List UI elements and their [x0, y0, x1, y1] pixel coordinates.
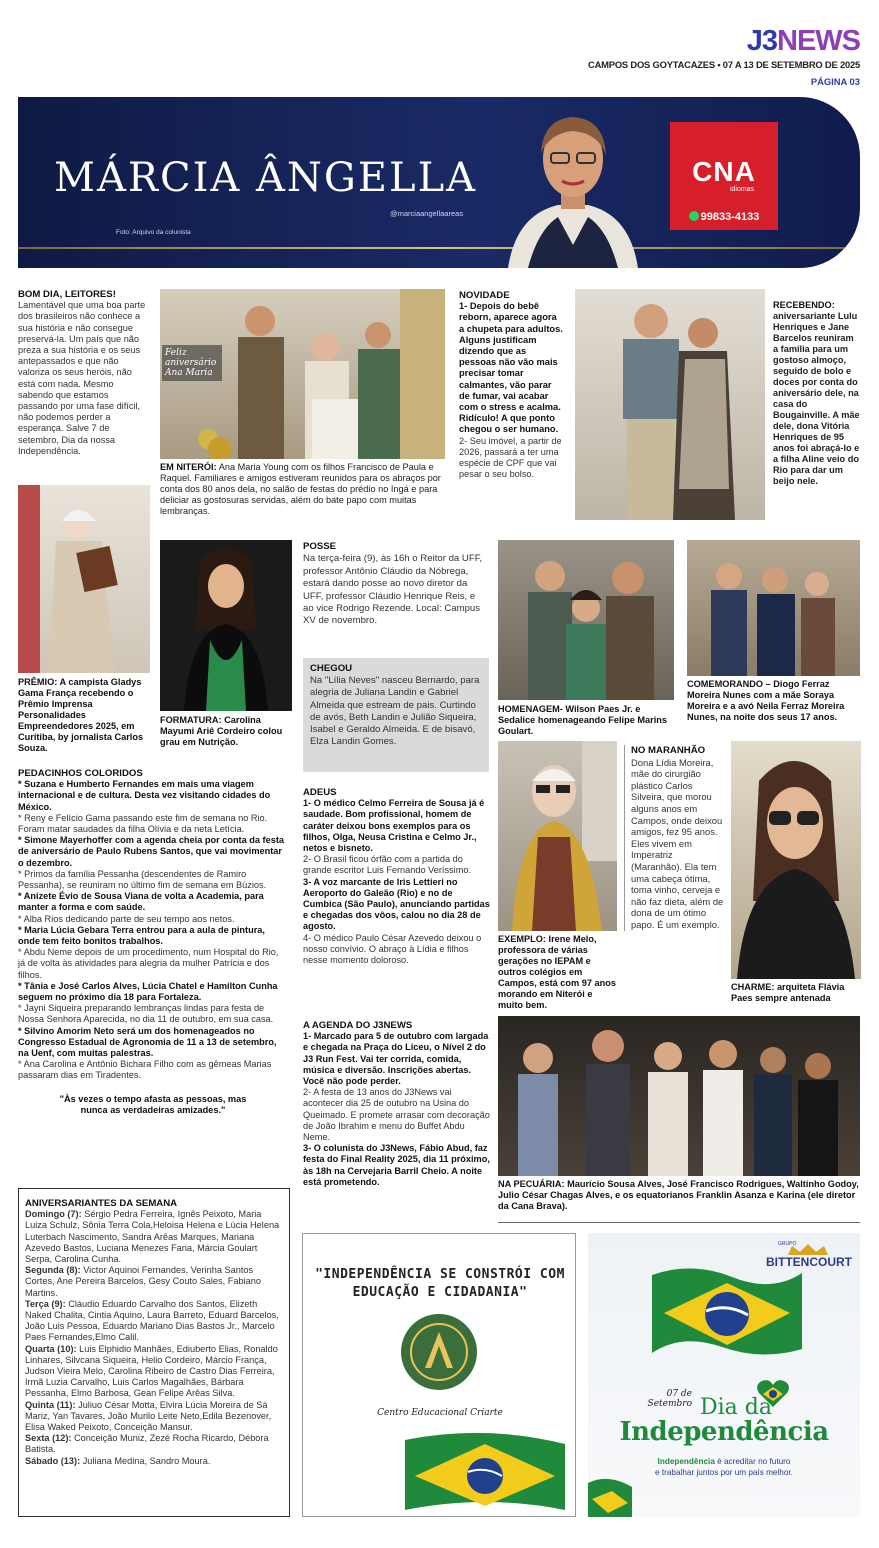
caption-exemplo: [498, 934, 618, 1011]
bom-dia-title: BOM DIA, LEITORES!: [18, 289, 116, 300]
tagline-bold: Independência: [657, 1457, 715, 1466]
day-names: Conceição Muniz, Zezé Rocha Ricardo, Débora Batista.: [25, 1433, 269, 1455]
day-names: Victor Aquinoi Fernandes, Verinha Santos Cortes, Ane Pereira Barcelos, Gesy Couto Sales, Fabiano Martins.: [25, 1265, 261, 1298]
cake-topper-text: Feliz aniversário Ana Maria: [162, 345, 222, 381]
dateline: CAMPOS DOS GOYTACAZES • 07 A 13 DE SETEMBRO DE 2025: [588, 59, 860, 70]
column-banner: [18, 97, 860, 268]
bittencourt-brand: BITTENCOURT: [766, 1255, 852, 1269]
pedacinhos-item: * Maria Lúcia Gebara Terra entrou para a aula de pintura, onde tem feito bonitos trabalhos.: [18, 924, 265, 947]
pedacinhos-item: * Anizete Évio de Sousa Viana de volta a Academia, para manter a forma e com saúde.: [18, 891, 264, 913]
caption-comemorando: [687, 679, 862, 723]
adeus-item: 1- O médico Celmo Ferreira de Sousa já é saudade. Bom profissional, homem de caráter deixou bons exemplos para os filhos, Olga, Neusa Cristina e Celmo Jr., netos e bisneto.: [303, 798, 485, 854]
flag-waving-icon: [652, 1261, 802, 1361]
caption-formatura-lead: FORMATURA:: [160, 715, 222, 725]
caption-homenagem-text: Wilson Paes Jr. e Sedalice homenageando Felipe Marins Goulart.: [498, 704, 667, 736]
day-names: Juliana Medina, Sandro Moura.: [80, 1455, 211, 1466]
aniversariantes-box: [18, 1188, 290, 1517]
caption-exemplo-text: Irene Melo, professora de várias gerações no IEPAM e outros colégios em Campos, está com 97 anos morando em Niterói e muito bem.: [498, 934, 616, 1010]
aniversariantes-day: [25, 1344, 283, 1400]
adeus-item: 4- O médico Paulo César Azevedo deixou o nosso convívio. O abraço à Lídia e filhos nesse momento doloroso.: [303, 932, 482, 966]
pedacinhos-item: * Silvino Amorim Neto será um dos homenageados no Congresso Estadual de Agronomia de 11 a 13 de setembro, na Uenf, com muitas palestras.: [18, 1025, 277, 1059]
banner-gold-line: [18, 247, 860, 249]
date-line1: 07 de: [666, 1389, 692, 1399]
adeus-section: [303, 787, 490, 966]
pedacinhos-item: * Suzana e Humberto Fernandes em mais uma viagem internacional e de cultura. Desta vez visitando cidades do México.: [18, 779, 271, 812]
j3news-logo[interactable]: [747, 26, 860, 56]
flag-corner-icon: [588, 1473, 632, 1517]
day-names: Luis Elphidio Manhães, Ediuberto Elias, Ronaldo Linhares, Silvcana Siqueira, Helio Cordeiro, Márcio França, Judson Vieira Melo, Carolina Ribeiro de Castro Dias Ferreira, Irmã Luzia Carvalho, Luis Carlos Magalhães, Bárbara Pessanha, Elmo Barbosa, Gean Felipe Arêas Silva.: [25, 1343, 278, 1399]
pedacinhos-item: * Ana Carolina e Antônio Bichara Filho com as gêmeas Marias passaram dias em Tiradentes.: [18, 1059, 272, 1081]
photo-credit: Foto: Arquivo da colunista: [116, 229, 191, 236]
posse-title: POSSE: [303, 541, 337, 552]
caption-recebendo-lead: RECEBENDO:: [773, 300, 835, 310]
chegou-box: [303, 658, 489, 772]
bom-dia-text: Lamentável que uma boa parte dos brasileiros não conhece a sua história e não consegue preservá-la. Um país que não preza a sua história e os seus antepassados e que não valoriza os seus heróis, não está com nada. Mesmo sabendo que estamos passando por uma fase difícil, não podemos perder a esperança. Salve 7 de setembro, Dia da nossa Independência.: [18, 300, 146, 456]
agenda-item: 2- A festa de 13 anos do J3News vai acontecer dia 25 de outubro na Usina do Queimado. E promete arrasar com decoração de João Ibrahim e menu do Buffet Abdu Neme.: [303, 1087, 490, 1143]
pedacinhos-item: * Reny e Felício Gama passando este fim de semana no Rio. Foram matar saudades da filha Olívia e da neta Letícia.: [18, 812, 268, 835]
bom-dia-section: [18, 289, 150, 457]
agenda-item: 1- Marcado para 5 de outubro com largada e chegada na Praça do Liceu, o Nível 2 do J3 Run Fest. Vai ter corrida, comida, música e diversão. Inscrições abertas. Você não pode perder.: [303, 1031, 489, 1087]
bittencourt-brand-top: GRUPO: [778, 1241, 797, 1247]
columnist-portrait: [498, 105, 648, 268]
caption-homenagem-lead: HOMENAGEM-: [498, 704, 563, 714]
agenda-section: [303, 1020, 490, 1188]
day-label: Segunda (8):: [25, 1265, 81, 1276]
maranhao-title: NO MARANHÃO: [631, 745, 706, 756]
caption-comemorando-lead: COMEMORANDO: [687, 679, 764, 689]
caption-comemorando-text: – Diogo Ferraz Moreira Nunes com a mãe Soraya Moreira e a avó Neila Ferraz Moreira Nunes, na noite dos seus 17 anos.: [687, 679, 845, 722]
novidade-title: NOVIDADE: [459, 290, 510, 301]
columnist-name: MÁRCIA ÂNGELLA: [54, 155, 478, 201]
cna-sub: idiomas: [729, 186, 755, 193]
pedacinhos-item: * Jayni Siqueira preparando lembranças lindas para festa de Nossa Senhora Aparecida, no dia 11 de outubro, em sua casa.: [18, 1003, 274, 1025]
day-label: Quarta (10):: [25, 1343, 77, 1354]
cna-logo: CNA: [692, 156, 756, 187]
whatsapp-icon: [689, 211, 699, 221]
aniversariantes-day: [25, 1433, 283, 1455]
caption-homenagem: [498, 704, 678, 737]
day-label: Quinta (11):: [25, 1399, 76, 1410]
caption-niteroi: [160, 462, 445, 517]
pedacinhos-list: [18, 779, 288, 1081]
photo-homenagem: [498, 540, 674, 700]
date-line2: Setembro: [647, 1399, 692, 1409]
day-label: Domingo (7):: [25, 1209, 82, 1220]
caption-premio: [18, 677, 150, 754]
pedacinhos-title: PEDACINHOS COLORIDOS: [18, 768, 143, 779]
novidade-item-2: 2- Seu imóvel, a partir de 2026, passará a ter uma espécie de CPF que vai pesar o seu bolso.: [459, 435, 562, 480]
page-number: PÁGINA 03: [810, 76, 860, 87]
photo-recebendo: [575, 289, 765, 520]
caption-recebendo: [773, 300, 861, 487]
posse-text: Na terça-feira (9), às 16h o Reitor da UFF, professor Antônio Cláudio da Nóbrega, estará dando posse ao novo diretor da UFF, professor Cláudio Henrique Reis, e ao vice Rodrigo Rezende. Local: Campus XV de novembro.: [303, 553, 483, 627]
caption-pecuaria-lead: NA PECUÁRIA:: [498, 1179, 565, 1189]
pedacinhos-item: * Primos da família Pessanha (descendentes de Ramiro Pessanha), se reuniram no último fim de semana em Búzios.: [18, 868, 267, 891]
caption-charme-text: arquiteta Flávia Paes sempre antenada: [731, 982, 845, 1003]
photo-premio: [18, 485, 150, 673]
tagline-rest: é acreditar no futuro: [714, 1457, 791, 1466]
day-names: Cláudio Eduardo Carvalho dos Santos, Elizeth Naked Chalita, Cintia Aquino, Laura Barreto, Eduard Barcelos, João Luis Pessoa, Eduardo Mariano Dias Bastos Jr., Marcelo Paes Fernandes,Elmo Calil.: [25, 1298, 279, 1343]
dia-da-title: Dia da: [700, 1395, 772, 1420]
ad-criarte[interactable]: [302, 1233, 576, 1517]
pedacinhos-item: * Tânia e José Carlos Alves, Lúcia Chatel e Hamilton Cunha seguem no próximo dia 18 para Fortaleza.: [18, 980, 278, 1003]
photo-pecuaria: [498, 1016, 860, 1176]
adeus-item: 2- O Brasil ficou órfão com a partida do grande escritor Luis Fernando Veríssimo.: [303, 854, 472, 876]
caption-niteroi-text: Ana Maria Young com os filhos Francisco de Paula e Raquel. Familiares e amigos estiveram reunidos para os abraços por conta dos 80 anos dela, no salão de festas do prédio no Ingá e para deliciar as gostosuras servidas, além do bate papo com muitas lembranças.: [160, 462, 441, 516]
cna-phone-number: 99833-4133: [700, 211, 760, 223]
maranhao-text: Dona Lídia Moreira, mãe do cirurgião plástico Carlos Silveira, que morou alguns anos em Campos, onde deixou amigos, fez 95 anos. Eles vivem em Imperatriz (Maranhão). Ela tem uma cabeça ótima, toma vinho, cerveja e não faz dieta, além de dona de um ótimo papo. É um exemplo.: [631, 756, 724, 930]
pedacinhos-quote: "Às vezes o tempo afasta as pessoas, mas nunca as verdadeiras amizades.": [59, 1093, 247, 1115]
cna-ad[interactable]: [670, 122, 778, 230]
photo-exemplo: [498, 741, 617, 931]
caption-exemplo-lead: EXEMPLO:: [498, 934, 546, 944]
chegou-title: CHEGOU: [310, 663, 353, 674]
criarte-slogan: "INDEPENDÊNCIA SE CONSTRÓI COM EDUCAÇÃO E CIDADANIA": [315, 1267, 565, 1300]
brazil-flag-icon: [405, 1430, 565, 1510]
caption-pecuaria-text: Maurício Sousa Alves, José Francisco Rodrigues, Waltinho Godoy, Julio César Chagas Alves, e os equatorianos Franklin Asanza e Karina (ele diretor da Cana Brava).: [498, 1179, 859, 1211]
photo-formatura: [160, 540, 292, 711]
caption-charme: [731, 982, 861, 1004]
logo-j3: J3: [746, 25, 777, 57]
pedacinhos-item: * Abdu Neme depois de um procedimento, num Hospital do Rio, já de volta às atividades para alegria da mulher Patrícia e dos filhos.: [18, 947, 279, 980]
aniversariantes-day: [25, 1456, 283, 1467]
adeus-item: 3- A voz marcante de Iris Lettieri no Aeroporto do Galeão (Rio) e no de Cumbica (São Paulo), anunciando partidas e chegadas dos vôos, calou no dia 28 de agosto.: [303, 876, 490, 932]
cna-phone: [670, 211, 778, 223]
independencia-title: Independência: [619, 1417, 829, 1447]
novidade-item-1: 1- Depois do bebê reborn, aparece agora a chupeta para adultos. Alguns justificam dizendo que as pessoas não vão mais precisar tomar calmantes, vão parar de fumar, vai acabar com o stress e acalma. Ridículo! A que ponto chegou o ser humano.: [459, 301, 563, 435]
tagline-line2: e trabalhar juntos por um país melhor.: [655, 1467, 793, 1477]
agenda-title: A AGENDA DO J3NEWS: [303, 1020, 413, 1031]
adeus-title: ADEUS: [303, 787, 337, 798]
novidade-section: [459, 290, 563, 480]
instagram-handle[interactable]: @marciaangellaareas: [390, 209, 464, 218]
day-label: Terça (9):: [25, 1298, 66, 1309]
pedacinhos-item: * Simone Mayerhoffer com a agenda cheia por conta da festa de aniversário de Paulo Rubens Santos, que vai movimentar o dezembro.: [18, 835, 285, 868]
photo-niteroi: [160, 289, 445, 459]
agenda-item: 3- O colunista do J3News, Fábio Abud, faz festa do Final Reality 2025, dia 11 próximo, às 18h na Cervejaria Barril Cheio. A noite está prometendo.: [303, 1143, 490, 1187]
day-names: Juliuo César Motta, Elvira Lúcia Moreira de Sá Mariz, Yan Tavares, João Murilo Leite Neto,Edila Bezenover, Elisa Waked Peixoto, Conceição Mansur.: [25, 1399, 272, 1433]
caption-formatura: [160, 715, 292, 748]
posse-section: [303, 541, 488, 628]
pedacinhos-section: [18, 768, 288, 1116]
masthead: [590, 26, 860, 92]
caption-premio-text: A campista Gladys Gama França recebendo o Prêmio Imprensa Personalidades Empreendedores 2025, em Curitiba, by jornalista Carlos Souza.: [18, 677, 144, 753]
aniversariantes-day: [25, 1265, 283, 1299]
caption-niteroi-lead: EM NITERÓI:: [160, 462, 217, 472]
bittencourt-crown-icon: [778, 1243, 838, 1255]
day-names: Sérgio Pedra Ferreira, Ignês Peixoto, Maria Luiza Schulz, Sônia Terra Cola,Heloisa Helena e Lúcia Helena Luterbach Nascimento, Sandra Arêas Marques, Mariana Azevedo Bastos, Luciana Menezes Faria, Márcia Goulart Serpa, Carolina Cunha.: [25, 1209, 280, 1265]
aniversariantes-day: [25, 1209, 283, 1265]
day-label: Sábado (13):: [25, 1455, 81, 1466]
caption-pecuaria: [498, 1179, 860, 1212]
criarte-school-name: Centro Educacional Criarte: [377, 1408, 503, 1418]
maranhao-box: [624, 745, 724, 931]
pedacinhos-item: * Alba Rios dedicando parte de seu tempo aos netos.: [18, 913, 235, 924]
ad-bittencourt[interactable]: [588, 1233, 860, 1517]
caption-recebendo-text: aniversariante Lulu Henriques e Jane Barcelos reuniram a família para um gostoso almoço, seguido de bolo e doces por conta do aniversário dele, na casa do Bougainville. A mãe dele, dona Vitória Henriques de 95 anos foi abraçá-lo e a filha Aline veio do Rio para dar um beijo nele.: [773, 311, 860, 486]
section-divider: [498, 1222, 860, 1223]
caption-premio-lead: PRÊMIO:: [18, 677, 58, 687]
caption-charme-lead: CHARME:: [731, 982, 775, 992]
caption-formatura-text: Carolina Mayumi Ariê Cordeiro colou grau em Nutrição.: [160, 715, 283, 747]
chegou-text: Na "Lília Neves" nasceu Bernardo, para alegria de Juliana Landin e Gabriel Almeida que estream de pais. Curtindo de avós, Beth Landin e Julião Siqueira, Isabel e Geraldo Almeida. E de bisavó, Elza Landin Gomes.: [310, 675, 480, 748]
criarte-logo: [399, 1312, 479, 1392]
aniversariantes-day: [25, 1400, 283, 1434]
aniversariantes-day: [25, 1299, 283, 1344]
photo-comemorando: [687, 540, 860, 676]
logo-news: NEWS: [777, 25, 860, 57]
photo-charme: [731, 741, 861, 979]
day-label: Sexta (12):: [25, 1433, 72, 1444]
aniversariantes-title: ANIVERSARIANTES DA SEMANA: [25, 1198, 178, 1209]
